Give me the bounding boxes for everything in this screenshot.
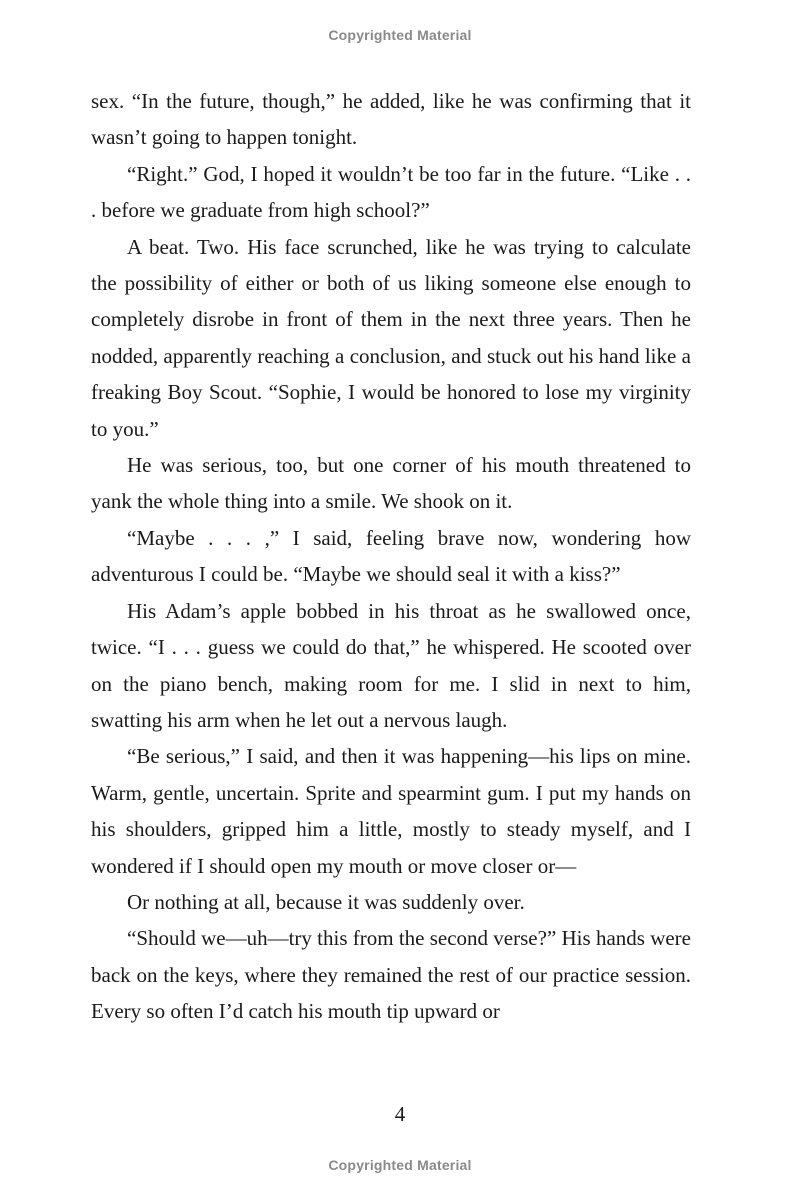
copyright-watermark-bottom: Copyrighted Material — [328, 1157, 472, 1173]
paragraph: “Be serious,” I said, and then it was happening—his lips on mine. Warm, gentle, uncertain. Sprite and spearmint gum. I put my hands on his shoulders, gripped him a little, mostly to steady myself, and I wondered if I should open my mouth or move closer or— — [91, 744, 691, 878]
paragraph: A beat. Two. His face scrunched, like he was trying to calculate the possibility of either or both of us liking someone else enough to completely disrobe in front of them in the next three years. Then he nodded, apparently reaching a conclusion, and stuck out his hand like a freaking Boy Scout. “Sophie, I would be honored to lose my virginity to you.” — [91, 234, 691, 441]
paragraph: “Maybe . . . ,” I said, feeling brave now, wondering how adventurous I could be. “Maybe we should seal it with a kiss?” — [91, 525, 691, 587]
page-number: 4 — [394, 1102, 406, 1126]
paragraph: He was serious, too, but one corner of his mouth threatened to yank the whole thing into a smile. We shook on it. — [91, 453, 691, 514]
page-body-text — [91, 83, 691, 1030]
paragraph: “Right.” God, I hoped it wouldn’t be too far in the future. “Like . . . before we graduate from high school?” — [91, 161, 691, 223]
paragraph: Or nothing at all, because it was suddenly over. — [127, 889, 525, 914]
paragraph: His Adam’s apple bobbed in his throat as he swallowed once, twice. “I . . . guess we could do that,” he whispered. He scooted over on the piano bench, making room for me. I slid in next to him, swatting his arm when he let out a nervous laugh. — [91, 598, 691, 732]
paragraph: “Should we—uh—try this from the second verse?” His hands were back on the keys, where they remained the rest of our practice session. Every so often I’d catch his mouth tip upward or — [91, 926, 691, 1024]
paragraph: sex. “In the future, though,” he added, like he was confirming that it wasn’t going to happen tonight. — [91, 89, 691, 150]
copyright-watermark-top: Copyrighted Material — [328, 27, 472, 43]
